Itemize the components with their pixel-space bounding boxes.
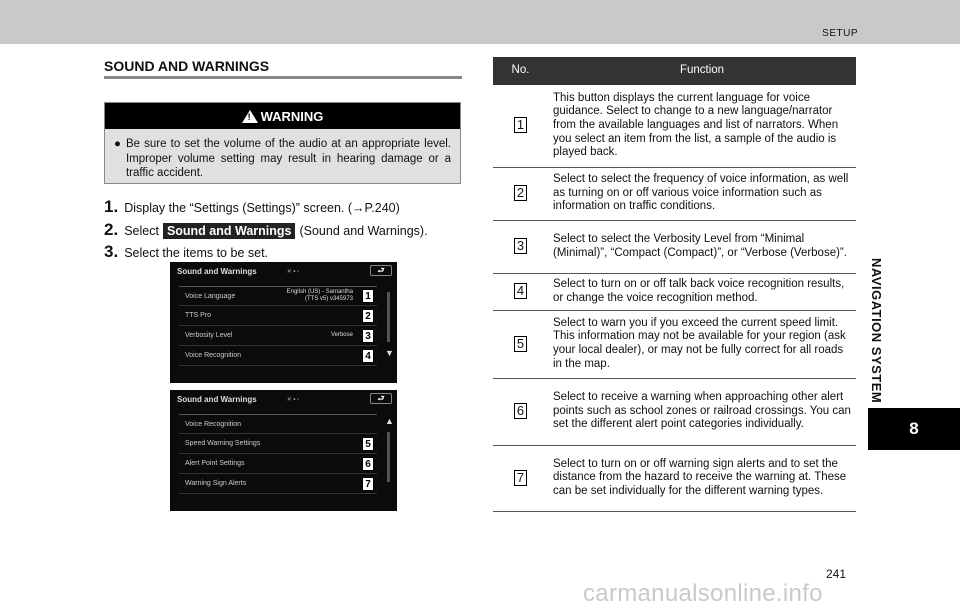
row-function: Select to select the frequency of voice information, as well as turning on or off various voice information such as information on traffic conditions. — [548, 167, 856, 220]
row-number: 7 — [514, 470, 527, 486]
row-label: Speed Warning Settings — [185, 440, 261, 447]
warning-body — [105, 129, 460, 181]
warning-text: Be sure to set the volume of the audio at an appropriate level. Improper volume setting may result in hearing damage or a traffic accident. — [125, 138, 451, 179]
page-title: SOUND AND WARNINGS — [104, 58, 270, 74]
warning-label: WARNING — [260, 108, 324, 124]
table-row — [493, 167, 856, 220]
callout-number: 6 — [362, 457, 374, 471]
step-text: Select the items to be set. — [124, 246, 269, 260]
callout-number: 2 — [362, 309, 374, 323]
screen-header — [170, 390, 397, 408]
settings-list — [179, 286, 377, 366]
table-row — [493, 310, 856, 378]
screen-title: Sound and Warnings — [177, 394, 257, 404]
column-header-function: Function — [548, 57, 856, 85]
callout-number: 4 — [362, 349, 374, 363]
watermark: carmanualsonline.info — [583, 580, 823, 607]
row-function: Select to warn you if you exceed the current speed limit. This information may not be available for your region (ask your local dealer), or may not be fully correct for all roads in the map. — [548, 310, 856, 378]
top-band — [0, 0, 960, 44]
sound-and-warnings-button-label: Sound and Warnings — [163, 223, 296, 239]
table-row — [493, 273, 856, 310]
row-number: 3 — [514, 238, 527, 254]
row-label: Voice Recognition — [185, 420, 242, 428]
tts-pro-row[interactable] — [179, 306, 377, 326]
row-function: Select to select the Verbosity Level from “Minimal (Minimal)”, “Compact (Compact)”, or “Verbose (Verbose)”. — [548, 220, 856, 273]
step-text-pre: Select — [124, 224, 159, 238]
scrollbar[interactable] — [387, 432, 390, 482]
verbosity-level-row[interactable] — [179, 326, 377, 346]
warning-header — [105, 103, 460, 129]
row-number: 4 — [514, 283, 527, 299]
status-icons: ✕ • ▫ — [286, 396, 300, 403]
screen-title: Sound and Warnings — [177, 266, 257, 276]
table-row — [493, 378, 856, 445]
row-value: English (US) - Samantha (TTS v5) v345973 — [286, 289, 353, 302]
settings-screen-2 — [170, 390, 397, 511]
row-label: Voice Recognition — [185, 352, 242, 359]
row-number: 5 — [514, 336, 527, 352]
callout-number: 1 — [362, 289, 374, 303]
step-text: Display the “Settings (Settings)” screen. (→P.240) — [124, 201, 400, 215]
step-number: 2. — [104, 220, 119, 239]
scroll-up-icon[interactable]: ▲ — [385, 416, 394, 426]
page-number: 241 — [826, 567, 847, 581]
row-function: Select to turn on or off warning sign alerts and to set the distance from the hazard to receive the warning at. These can be set individually for the different warning types. — [548, 445, 856, 511]
title-underline — [104, 76, 462, 79]
settings-list — [179, 414, 377, 494]
step-1 — [104, 197, 400, 217]
callout-number: 7 — [362, 477, 374, 491]
scroll-down-icon[interactable]: ▼ — [385, 348, 394, 358]
step-2 — [104, 220, 428, 240]
status-icons: ✕ • ▫ — [286, 268, 300, 275]
back-button[interactable]: ⮐ — [370, 265, 392, 276]
screen-header — [170, 262, 397, 280]
row-function: Select to turn on or off talk back voice recognition results, or change the voice recognition method. — [548, 273, 856, 310]
table-row — [493, 220, 856, 273]
table-row — [493, 85, 856, 167]
voice-language-row[interactable] — [179, 286, 377, 306]
step-number: 1. — [104, 197, 119, 216]
function-table — [493, 57, 856, 512]
speed-warning-settings-row[interactable] — [179, 434, 377, 454]
side-tab-label: NAVIGATION SYSTEM — [869, 258, 884, 404]
row-value: Verbose — [330, 332, 353, 338]
row-function: This button displays the current language for voice guidance. Select to change to a new language/narrator from the available languages and list of narrators. When you select an item from the list, a sample of the audio is played back. — [548, 85, 856, 167]
settings-screen-1 — [170, 262, 397, 383]
back-button[interactable]: ⮐ — [370, 393, 392, 404]
row-number: 2 — [514, 185, 527, 201]
voice-recognition-row[interactable] — [179, 346, 377, 366]
row-label: Warning Sign Alerts — [185, 480, 247, 487]
alert-point-settings-row[interactable] — [179, 454, 377, 474]
step-number: 3. — [104, 242, 119, 261]
scrollbar[interactable] — [387, 292, 390, 342]
step-text-post: (Sound and Warnings). — [299, 224, 428, 238]
row-label: Voice Language — [185, 292, 236, 300]
voice-recognition-row[interactable] — [179, 414, 377, 434]
callout-number: 3 — [362, 329, 374, 343]
row-number: 1 — [514, 117, 527, 133]
table-row — [493, 445, 856, 511]
warning-sign-alerts-row[interactable] — [179, 474, 377, 494]
row-number: 6 — [514, 403, 527, 419]
row-function: Select to receive a warning when approaching other alert points such as school zones or railroad crossings. You can set the different alert point categories individually. — [548, 378, 856, 445]
section-label: SETUP — [822, 28, 858, 39]
table-header-row — [493, 57, 856, 85]
row-label: Alert Point Settings — [185, 460, 245, 467]
chapter-number: 8 — [868, 408, 960, 450]
warning-box — [104, 102, 461, 184]
bullet-icon: ● — [114, 138, 121, 150]
column-header-no: No. — [493, 57, 548, 85]
row-label: Verbosity Level — [185, 332, 233, 339]
row-label: TTS Pro — [185, 312, 212, 319]
callout-number: 5 — [362, 437, 374, 451]
step-3 — [104, 242, 268, 262]
warning-triangle-icon: ! — [242, 110, 258, 123]
